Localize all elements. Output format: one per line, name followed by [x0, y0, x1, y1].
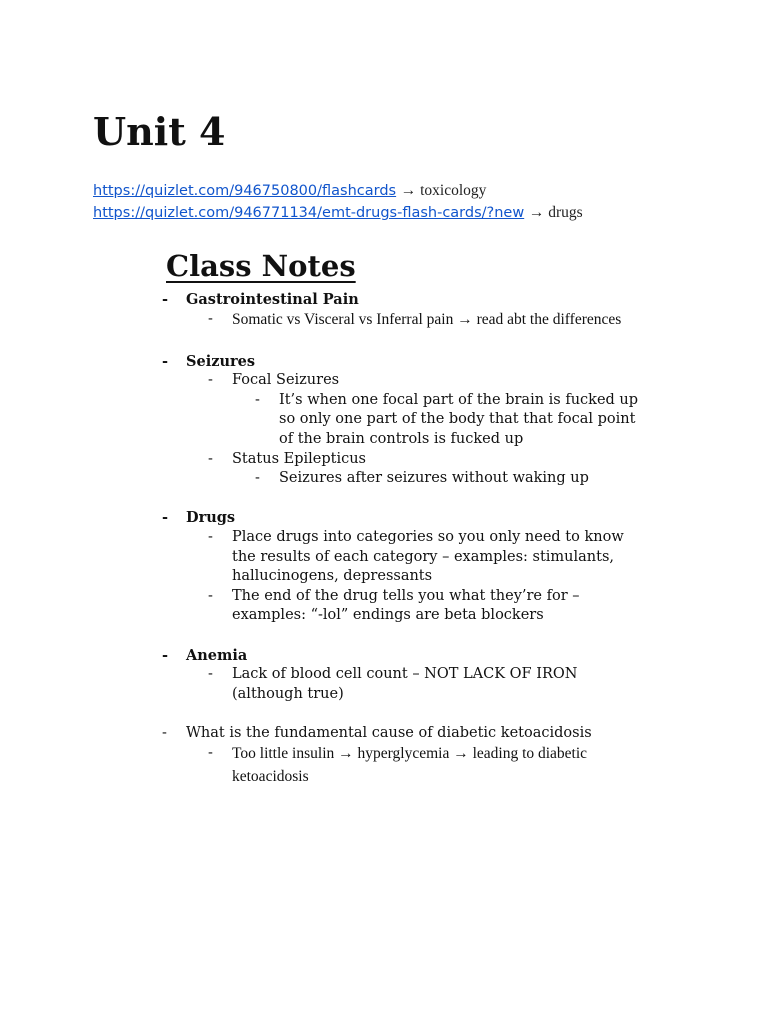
quizlet-toxicology-link[interactable]: https://quizlet.com/946750800/flashcards	[93, 183, 397, 199]
link-line-drugs	[93, 202, 583, 223]
page-title: Unit 4	[93, 109, 226, 154]
list-item-text: Too little insulin → hyperglycemia → leading to diabetic	[232, 745, 588, 762]
bullet-dash: -	[162, 647, 169, 664]
bullet-dash: -	[162, 291, 169, 308]
bullet-dash: -	[208, 529, 213, 545]
bullet-dash: -	[162, 509, 169, 526]
list-item-text: The end of the drug tells you what they’re for –	[232, 588, 580, 604]
link-note-toxicology: → toxicology	[400, 182, 487, 199]
link-note-drugs: → drugs	[528, 204, 583, 221]
list-item-text: It’s when one focal part of the brain is fucked up	[279, 392, 639, 408]
question-text: What is the fundamental cause of diabetic ketoacidosis	[186, 725, 592, 741]
list-item-text: Somatic vs Visceral vs Inferral pain → read abt the differences	[232, 311, 622, 328]
list-item-continuation: the results of each category – examples: stimulants,	[232, 549, 615, 565]
quizlet-drugs-link[interactable]: https://quizlet.com/946771134/emt-drugs-flash-cards/?new	[93, 205, 525, 221]
list-item-text: Focal Seizures	[232, 372, 340, 388]
bullet-dash: -	[255, 470, 260, 486]
bullet-dash: -	[255, 392, 260, 408]
bullet-dash: -	[208, 588, 213, 604]
list-item-text: Status Epilepticus	[232, 451, 366, 467]
list-item-continuation: examples: “-lol” endings are beta blockers	[232, 607, 544, 623]
section-title: Seizures	[186, 353, 256, 370]
list-item-continuation: hallucinogens, depressants	[232, 568, 433, 584]
list-item-text: Seizures after seizures without waking up	[279, 470, 589, 486]
bullet-dash: -	[208, 666, 213, 682]
list-item-continuation: of the brain controls is fucked up	[279, 431, 524, 447]
list-item-text: Lack of blood cell count – NOT LACK OF IRON	[232, 666, 578, 682]
bullet-dash: -	[162, 353, 169, 370]
list-item-continuation: ketoacidosis	[232, 768, 309, 785]
list-item-continuation: so only one part of the body that that focal point	[279, 411, 636, 427]
bullet-dash: -	[208, 372, 213, 388]
section-title: Drugs	[186, 509, 236, 526]
bullet-dash: -	[162, 725, 167, 741]
bullet-dash: -	[208, 311, 213, 327]
class-notes-heading: Class Notes	[166, 249, 356, 283]
list-item-text: Place drugs into categories so you only need to know	[232, 529, 624, 545]
bullet-dash: -	[208, 451, 213, 467]
list-item-continuation: (although true)	[232, 686, 344, 702]
link-line-toxicology	[93, 180, 486, 201]
section-title: Anemia	[186, 647, 248, 664]
section-title: Gastrointestinal Pain	[186, 291, 359, 308]
bullet-dash: -	[208, 745, 213, 761]
